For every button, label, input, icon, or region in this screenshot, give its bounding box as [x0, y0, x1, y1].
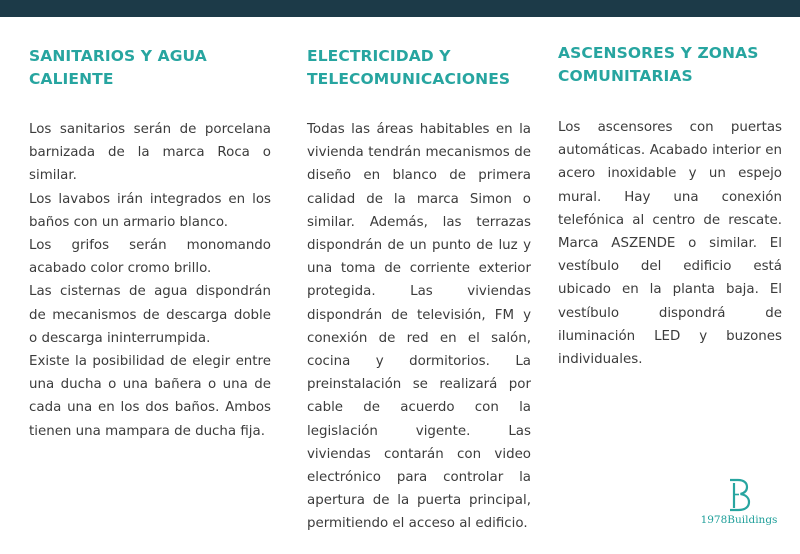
section-body: [29, 118, 271, 443]
paragraph: Los lavabos irán integrados en los baños con un armario blanco.: [29, 191, 271, 230]
paragraph: Las cisternas de agua dispondrán de mecanismos de descarga doble o descarga ininterrumpida.: [29, 284, 271, 346]
top-banner: [0, 0, 800, 17]
logo-text: 1978Buildings: [700, 514, 778, 526]
paragraph: Los ascensores con puertas automáticas. Acabado interior en acero inoxidable y un espejo mural. Hay una conexión telefónica al centro de rescate. Marca ASZENDE o similar. El vestíbulo del edificio está ubicado en la planta baja. El vestíbulo dispondrá de iluminación LED y buzones individuales.: [558, 120, 782, 368]
paragraph: Los sanitarios serán de porcelana barnizada de la marca Roca o similar.: [29, 122, 271, 184]
paragraph: Los grifos serán monomando acabado color cromo brillo.: [29, 238, 271, 277]
paragraph: Existe la posibilidad de elegir entre una ducha o una bañera o una de cada una en los dos baños. Ambos tienen una mampara de ducha fija.: [29, 354, 271, 439]
column-ascensores: [558, 42, 782, 371]
section-title: ELECTRICIDAD Y TELECOMUNICACIONES: [307, 47, 511, 88]
section-title: ASCENSORES Y ZONAS COMUNITARIAS: [558, 44, 759, 85]
column-electricidad: [307, 45, 531, 536]
paragraph: Todas las áreas habitables en la vivienda tendrán mecanismos de diseño en blanco de primera calidad de la marca Simon o similar. Además, las terrazas dispondrán de un punto de luz y una toma de corriente exterior protegida. Las viviendas dispondrán de televisión, FM y conexión de red en el salón, cocina y dormitorios. La preinstalación se realizará por cable de acuerdo con la legislación vigente. Las viviendas contarán con video electrónico para controlar la apertura de la puerta principal, permitiendo el acceso al edificio.: [307, 122, 531, 532]
section-body: [558, 116, 782, 371]
column-sanitarios: [29, 45, 271, 443]
logo-b-icon: [725, 478, 753, 512]
section-title: SANITARIOS Y AGUA CALIENTE: [29, 47, 207, 88]
section-body: [307, 118, 531, 536]
brand-logo: [700, 478, 778, 526]
